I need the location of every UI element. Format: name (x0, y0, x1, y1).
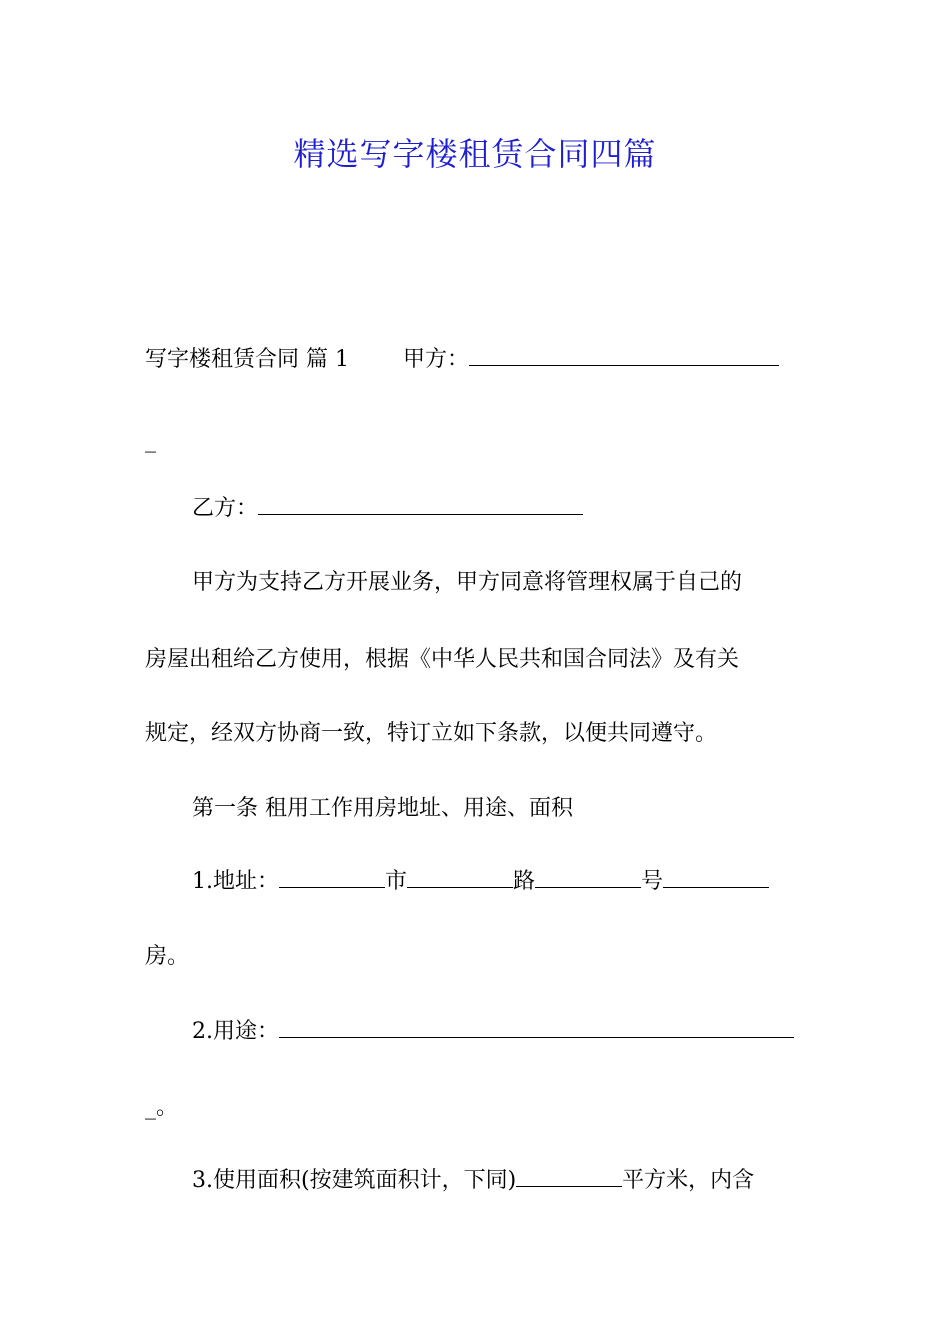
area-line (192, 1166, 754, 1196)
city-label: 市 (385, 869, 408, 894)
usage-blank (279, 1019, 794, 1038)
party-b-blank (258, 496, 583, 515)
document-title: 精选写字楼租赁合同四篇 (293, 135, 657, 173)
usage-continuation: _。 (145, 1095, 179, 1120)
party-a-blank (469, 347, 779, 366)
usage-label: 2.用途： (192, 1019, 279, 1044)
address-line (192, 867, 769, 897)
continuation-underscore: _ (145, 428, 156, 453)
article-one-heading: 第一条 租用工作用房地址、用途、面积 (192, 796, 573, 821)
number-blank (535, 869, 641, 888)
city-blank (279, 869, 385, 888)
area-unit-label: 平方米，内含 (622, 1168, 755, 1193)
number-label: 号 (641, 869, 664, 894)
party-b-label: 乙方： (192, 496, 259, 521)
room-label: 房。 (145, 944, 190, 969)
party-b-line (192, 494, 583, 524)
intro-paragraph-line-2: 房屋出租给乙方使用，根据《中华人民共和国合同法》及有关 (145, 647, 740, 672)
area-label: 3.使用面积(按建筑面积计，下同) (192, 1168, 517, 1193)
usage-line (192, 1017, 794, 1047)
road-blank (407, 869, 513, 888)
address-label: 1.地址： (192, 869, 279, 894)
contract-heading-line (145, 345, 779, 375)
intro-paragraph-line-3: 规定，经双方协商一致，特订立如下条款，以便共同遵守。 (145, 721, 718, 746)
party-a-label: 甲方： (402, 347, 469, 372)
intro-paragraph-line-1: 甲方为支持乙方开展业务，甲方同意将管理权属于自己的 (192, 570, 743, 595)
area-blank (516, 1168, 622, 1187)
contract-section-heading: 写字楼租赁合同 篇 1 (145, 347, 349, 372)
road-label: 路 (513, 869, 536, 894)
room-blank (663, 869, 769, 888)
